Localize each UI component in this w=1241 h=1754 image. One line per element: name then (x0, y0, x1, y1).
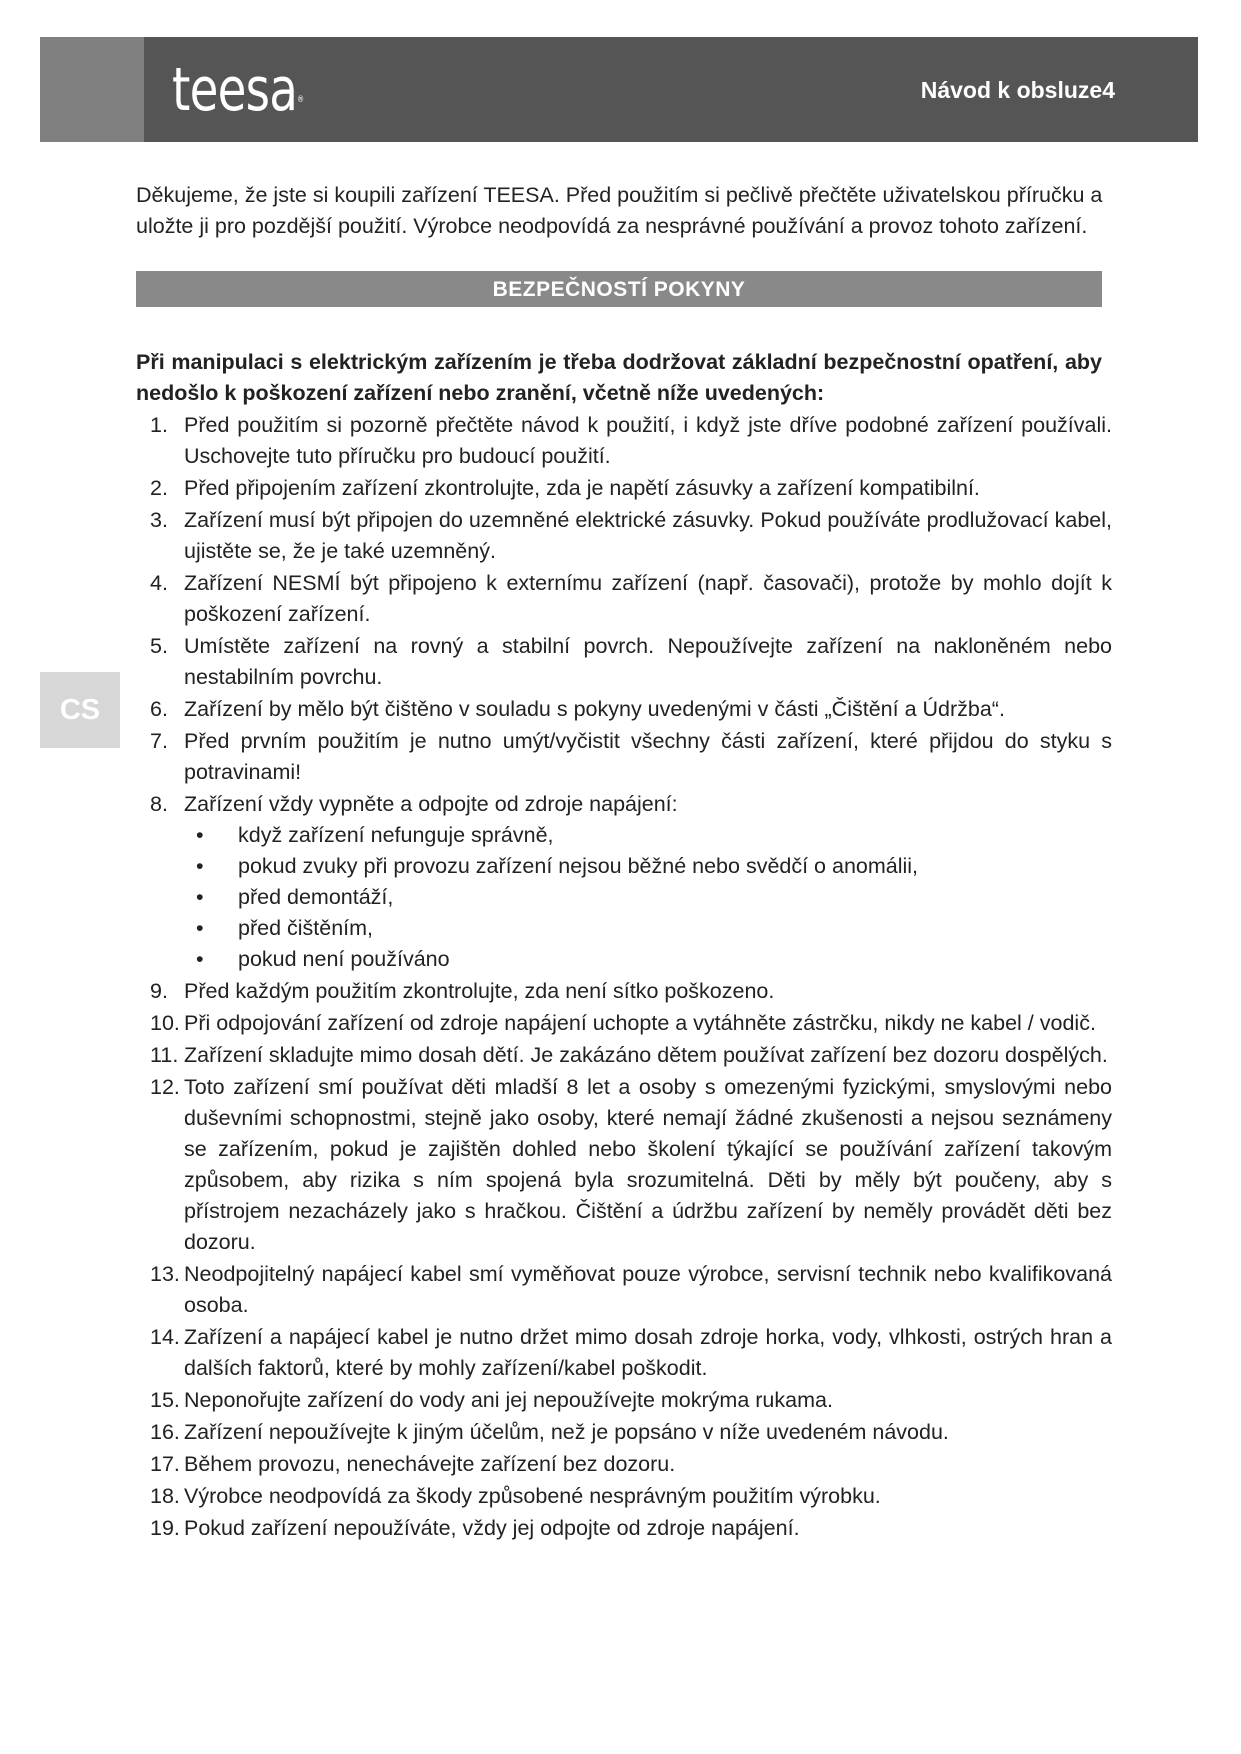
safety-rule-item (136, 726, 1112, 788)
safety-rule-item (136, 631, 1112, 693)
rule-number: 3. (150, 508, 168, 532)
rule-text: Zařízení by mělo být čištěno v souladu s pokyny uvedenými v části „Čištění a Údržba“. (184, 697, 1005, 721)
logo-text: teesa (172, 55, 298, 125)
safety-rule-item (136, 1481, 1112, 1512)
rule-text: Toto zařízení smí používat děti mladší 8 let a osoby s omezenými fyzickými, smyslovými nebo duševními schopnostmi, stejně jako osoby, které nemají žádné zkušenosti a nejsou seznámeny se zařízením, pokud je zajištěn dohled nebo školení týkající se používání zařízení takovým způsobem, aby rizika s ním spojená byla srozumitelná. Děti by měly být poučeny, aby s přístrojem nezacházely jako s hračkou. Čištění a údržbu zařízení by neměly provádět děti bez dozoru. (184, 1075, 1112, 1254)
safety-rule-item (136, 1385, 1112, 1416)
safety-rule-item (136, 1040, 1112, 1071)
safety-rule-item (136, 1322, 1112, 1384)
intro-paragraph: Děkujeme, že jste si koupili zařízení TEESA. Před použitím si pečlivě přečtěte uživatelskou příručku a uložte ji pro pozdější použití. Výrobce neodpovídá za nesprávné používání a provoz tohoto zařízení. (136, 183, 1103, 238)
bullet-icon: • (196, 947, 204, 971)
language-tab: CS (40, 672, 120, 748)
rule-number: 18. (150, 1484, 180, 1508)
rule-number: 14. (150, 1325, 180, 1349)
bullet-icon: • (196, 885, 204, 909)
rule-text: Výrobce neodpovídá za škody způsobené nesprávným použitím výrobku. (184, 1484, 881, 1508)
safety-rule-item (136, 473, 1112, 504)
power-off-condition-item (136, 882, 1112, 913)
rule-text: Zařízení skladujte mimo dosah dětí. Je zakázáno dětem používat zařízení bez dozoru dospělých. (184, 1043, 1108, 1067)
safety-rule-item (136, 505, 1112, 567)
rule-text: Pokud zařízení nepoužíváte, vždy jej odpojte od zdroje napájení. (184, 1516, 800, 1540)
safety-rule-item (136, 976, 1112, 1007)
section-title-bar (136, 271, 1102, 307)
rule-number: 15. (150, 1388, 180, 1412)
safety-rule-item (136, 1072, 1112, 1258)
teesa-logo (172, 55, 303, 125)
rule-number: 16. (150, 1420, 180, 1444)
safety-rule-item (136, 789, 1112, 975)
rule-number: 2. (150, 476, 168, 500)
condition-text: když zařízení nefunguje správně, (238, 823, 554, 847)
rule-number: 9. (150, 979, 168, 1003)
condition-text: před čištěním, (238, 916, 374, 940)
rule-text: Zařízení NESMÍ být připojeno k externímu zařízení (např. časovači), protože by mohlo dojít k poškození zařízení. (184, 571, 1112, 626)
page-content (136, 180, 1112, 1545)
rule-number: 10. (150, 1011, 180, 1035)
safety-rule-item (136, 410, 1112, 472)
rule-number: 17. (150, 1452, 180, 1476)
rule-number: 4. (150, 571, 168, 595)
rule-number: 7. (150, 729, 168, 753)
safety-lead-paragraph: Při manipulaci s elektrickým zařízením je třeba dodržovat základní bezpečnostní opatření, aby nedošlo k poškození zařízení nebo zranění, včetně níže uvedených: (136, 350, 1102, 405)
rule-text: Během provozu, nenechávejte zařízení bez dozoru. (184, 1452, 676, 1476)
rule-text: Zařízení vždy vypněte a odpojte od zdroje napájení: (184, 792, 678, 816)
bullet-icon: • (196, 916, 204, 940)
rule-number: 6. (150, 697, 168, 721)
bullet-icon: • (196, 823, 204, 847)
rule-text: Před prvním použitím je nutno umýt/vyčistit všechny části zařízení, které přijdou do styku s potravinami! (184, 729, 1112, 784)
bullet-icon: • (196, 854, 204, 878)
logo-registered-mark: ® (297, 95, 304, 105)
section-title: BEZPEČNOSTÍ POKYNY (492, 277, 746, 301)
power-off-conditions-list (184, 820, 1112, 975)
condition-text: před demontáží, (238, 885, 394, 909)
safety-rule-item (136, 694, 1112, 725)
rule-text: Umístěte zařízení na rovný a stabilní povrch. Nepoužívejte zařízení na nakloněném nebo nestabilním povrchu. (184, 634, 1112, 689)
rule-text: Zařízení a napájecí kabel je nutno držet mimo dosah zdroje horka, vody, vlhkosti, ostrých hran a dalších faktorů, které by mohly zařízení/kabel poškodit. (184, 1325, 1112, 1380)
safety-rule-item (136, 568, 1112, 630)
power-off-condition-item (136, 820, 1112, 851)
rule-text: Zařízení musí být připojen do uzemněné elektrické zásuvky. Pokud používáte prodlužovací kabel, ujistěte se, že je také uzemněný. (184, 508, 1112, 563)
rule-text: Před připojením zařízení zkontrolujte, zda je napětí zásuvky a zařízení kompatibilní. (184, 476, 980, 500)
safety-rule-item (136, 1513, 1112, 1544)
rule-number: 19. (150, 1516, 180, 1540)
page-header (40, 37, 1198, 142)
rule-text: Před použitím si pozorně přečtěte návod k použití, i když jste dříve podobné zařízení používali. Uschovejte tuto příručku pro budoucí použití. (184, 413, 1112, 468)
doc-title: Návod k obsluze4 (920, 77, 1115, 103)
safety-rules-list (136, 410, 1112, 1544)
rule-text: Zařízení nepoužívejte k jiným účelům, než je popsáno v níže uvedeném návodu. (184, 1420, 949, 1444)
rule-number: 11. (150, 1043, 179, 1067)
rule-number: 8. (150, 792, 168, 816)
condition-text: pokud není používáno (238, 947, 450, 971)
safety-rule-item (136, 1449, 1112, 1480)
rule-number: 13. (150, 1262, 180, 1286)
condition-text: pokud zvuky při provozu zařízení nejsou běžné nebo svědčí o anomálii, (238, 854, 919, 878)
power-off-condition-item (136, 851, 1112, 882)
rule-number: 5. (150, 634, 168, 658)
rule-text: Neodpojitelný napájecí kabel smí vyměňovat pouze výrobce, servisní technik nebo kvalifikovaná osoba. (184, 1262, 1112, 1317)
safety-rule-item (136, 1008, 1112, 1039)
safety-rule-item (136, 1417, 1112, 1448)
rule-text: Před každým použitím zkontrolujte, zda není sítko poškozeno. (184, 979, 775, 1003)
rule-number: 1. (150, 413, 168, 437)
rule-text: Neponořujte zařízení do vody ani jej nepoužívejte mokrýma rukama. (184, 1388, 833, 1412)
header-logo-block (40, 37, 144, 142)
rule-text: Při odpojování zařízení od zdroje napájení uchopte a vytáhněte zástrčku, nikdy ne kabel / vodič. (184, 1011, 1096, 1035)
rule-number: 12. (150, 1075, 180, 1099)
power-off-condition-item (136, 944, 1112, 975)
safety-rule-item (136, 1259, 1112, 1321)
power-off-condition-item (136, 913, 1112, 944)
